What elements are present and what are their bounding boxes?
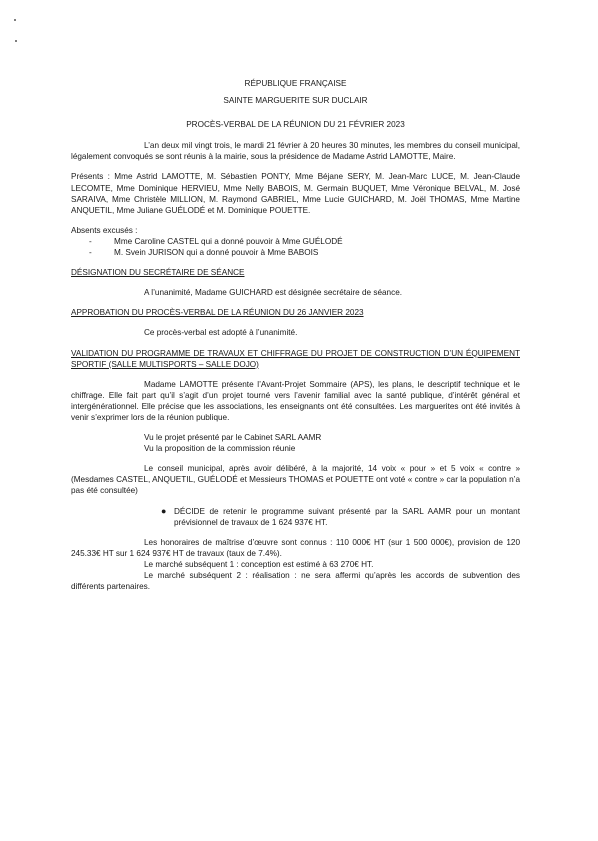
validation-paragraph: Madame LAMOTTE présente l’Avant-Projet Sommaire (APS), les plans, le descriptif technique et le chiffrage. Elle fait part qu’il s’agit d’un projet tourné vers l’avenir familial avec la santé publique, d’intérêt général et intergénérationnel. Elle précise que les associations, les enseignants ont été consultées. Les marguerites ont été invités à venir s’exprimer lors de la réunion publique.: [71, 379, 520, 422]
report-title: PROCÈS-VERBAL DE LA RÉUNION DU 21 FÉVRIER 2023: [186, 120, 405, 130]
absent-item: - M. Svein JURISON qui a donné pouvoir à Mme BABOIS: [71, 247, 520, 258]
attendees-paragraph: Présents : Mme Astrid LAMOTTE, M. Sébastien PONTY, Mme Béjane SERY, M. Jean-Marc LUCE, M. Jean-Claude LECOMTE, Mme Dominique HERVIEU, Mme Nelly BABOIS, M. Germain BUQUET, Mme Véronique BELVAL, M. José SARAIVA, Mme Christèle MILLION, M. Raymond GABRIEL, Mme Lucie GUICHARD, M. Joël THOMAS, Mme Martine ANQUETIL, Mme Juliane GUÉLODÉ et M. Dominique POUETTE.: [71, 172, 520, 215]
absents-list: [71, 236, 520, 258]
bullet-icon: ●: [161, 505, 167, 516]
scan-speck: [14, 19, 16, 21]
whereas-commission: Vu la proposition de la commission réunie: [144, 444, 296, 454]
market-1: Le marché subséquent 1 : conception est estimé à 63 270€ HT.: [144, 559, 374, 569]
republic-title: RÉPUBLIQUE FRANÇAISE: [244, 79, 347, 88]
scan-speck: [15, 40, 17, 42]
market-2: Le marché subséquent 2 : réalisation : ne sera affermi qu’après les accords de subvention des différents partenaires.: [71, 571, 520, 592]
document-page: [71, 72, 520, 592]
commune-name: SAINTE MARGUERITE SUR DUCLAIR: [223, 96, 368, 106]
vote-paragraph: Le conseil municipal, après avoir délibéré, à la majorité, 14 voix « pour » et 5 voix « contre » (Mesdames CASTEL, ANQUETIL, GUÉLODÉ et Messieurs THOMAS et POUETTE ont voté « contre » car la population n’a pas été consultée): [71, 464, 520, 496]
decision-text: DÉCIDE de retenir le programme suivant présenté par la SARL AAMR pour un montant prévisionnel de travaux de 1 624 937€ HT.: [174, 506, 520, 527]
validation-heading: VALIDATION DU PROGRAMME DE TRAVAUX ET CHIFFRAGE DU PROJET DE CONSTRUCTION D’UN ÉQUIPEMENT SPORTIF (SALLE MULTISPORTS – SALLE DOJO): [71, 348, 520, 369]
decision-item: [71, 506, 520, 528]
absent-item: - Mme Caroline CASTEL qui a donné pouvoir à Mme GUÉLODÉ: [71, 236, 520, 247]
fees-paragraph: Les honoraires de maîtrise d’œuvre sont connus : 110 000€ HT (sur 1 500 000€), provision de 120 245.33€ HT sur 1 624 937€ HT de travaux (taux de 7.4%).: [71, 537, 520, 558]
approval-text: Ce procès-verbal est adopté à l’unanimité.: [144, 328, 298, 338]
secretary-heading: DÉSIGNATION DU SECRÉTAIRE DE SÉANCE: [71, 268, 245, 278]
whereas-project: Vu le projet présenté par le Cabinet SARL AAMR: [144, 433, 322, 443]
approval-heading: APPROBATION DU PROCÈS-VERBAL DE LA RÉUNION DU 26 JANVIER 2023: [71, 308, 364, 318]
absents-label: Absents excusés :: [71, 225, 138, 235]
secretary-text: A l’unanimité, Madame GUICHARD est désignée secrétaire de séance.: [144, 288, 403, 298]
intro-paragraph: L’an deux mil vingt trois, le mardi 21 février à 20 heures 30 minutes, les membres du conseil municipal, légalement convoqués se sont réunis à la mairie, sous la présidence de Madame Astrid LAMOTTE, Maire.: [71, 141, 520, 162]
